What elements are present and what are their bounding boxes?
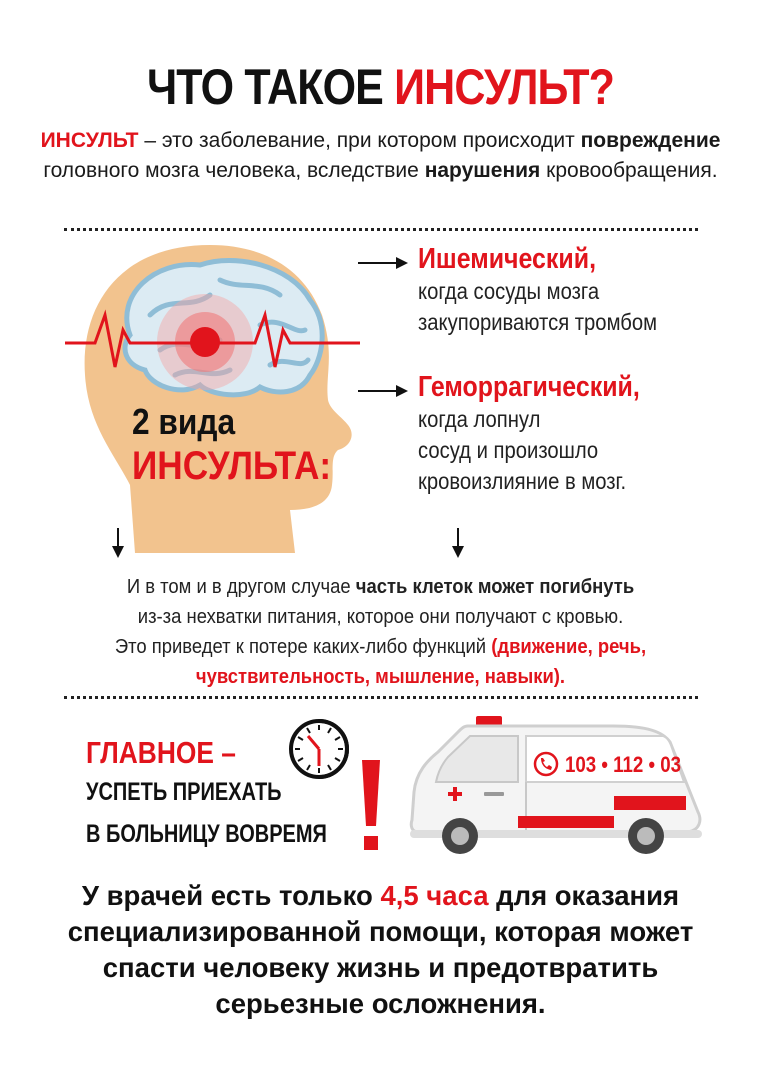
main-line1: УСПЕТЬ ПРИЕХАТЬ [86,778,282,806]
exclamation-icon [356,760,386,856]
intro-term: ИНСУЛЬТ [40,129,139,152]
main-title: ГЛАВНОЕ – [86,735,236,770]
footer-text [30,878,731,1022]
intro-text [40,126,721,186]
down-arrow-right [457,528,459,556]
type-desc-line: когда лопнул [418,406,541,432]
clock-icon [286,716,352,782]
intro-t2: головного мозга человека, вследствие [43,159,425,182]
types-label-line1: 2 вида [132,401,236,442]
type-desc-line: закупориваются тромбом [418,309,658,335]
type-desc-line: сосуд и произошло [418,437,599,463]
page-title [53,58,707,116]
arrow-ischemic [358,262,406,264]
types-label-line2: ИНСУЛЬТА: [132,444,332,488]
consequence-l1a: И в том и в другом случае [126,575,356,598]
consequence-l1b: часть клеток может погибнуть [355,575,635,598]
down-arrow-left [117,528,119,556]
footer-a: У врачей есть только [81,880,381,911]
footer-b: для оказания специализированной помощи, которая может спасти человеку жизнь и предотвратить серьезные осложнения. [67,880,694,1019]
main-line2: В БОЛЬНИЦУ ВОВРЕМЯ [86,820,327,848]
consequence-l3b: (движение, речь, [491,635,647,658]
title-part2: ИНСУЛЬТ? [394,59,615,115]
ambulance-icon [408,712,708,862]
type-desc-line: когда сосуды мозга [418,278,600,304]
title-part1: ЧТО ТАКОЕ [146,59,395,115]
consequence-l4: чувствительность, мышление, навыки). [195,665,566,688]
phone-numbers: 103 • 112 • 03 [565,752,682,777]
intro-t3: кровообращения. [540,159,718,182]
stroke-types-label [132,400,331,488]
type-ischemic [418,243,690,338]
type-hemorrhagic [418,371,676,497]
divider-bottom [64,696,698,699]
intro-damage: повреждение [580,129,721,152]
arrow-hemorrhagic [358,390,406,392]
intro-t1: – это заболевание, при котором происходит [138,129,581,152]
consequence-l3a: Это приведет к потере каких-либо функций [114,635,492,658]
footer-hours: 4,5 часа [380,880,489,911]
type-name: Геморрагический, [418,371,640,403]
type-desc-line: кровоизлияние в мозг. [418,468,627,494]
consequence-text [30,572,731,692]
intro-disorder: нарушения [424,159,541,182]
divider-top [64,228,698,231]
type-name: Ишемический, [418,243,597,275]
consequence-l2: из-за нехватки питания, которое они получают с кровью. [137,605,624,628]
